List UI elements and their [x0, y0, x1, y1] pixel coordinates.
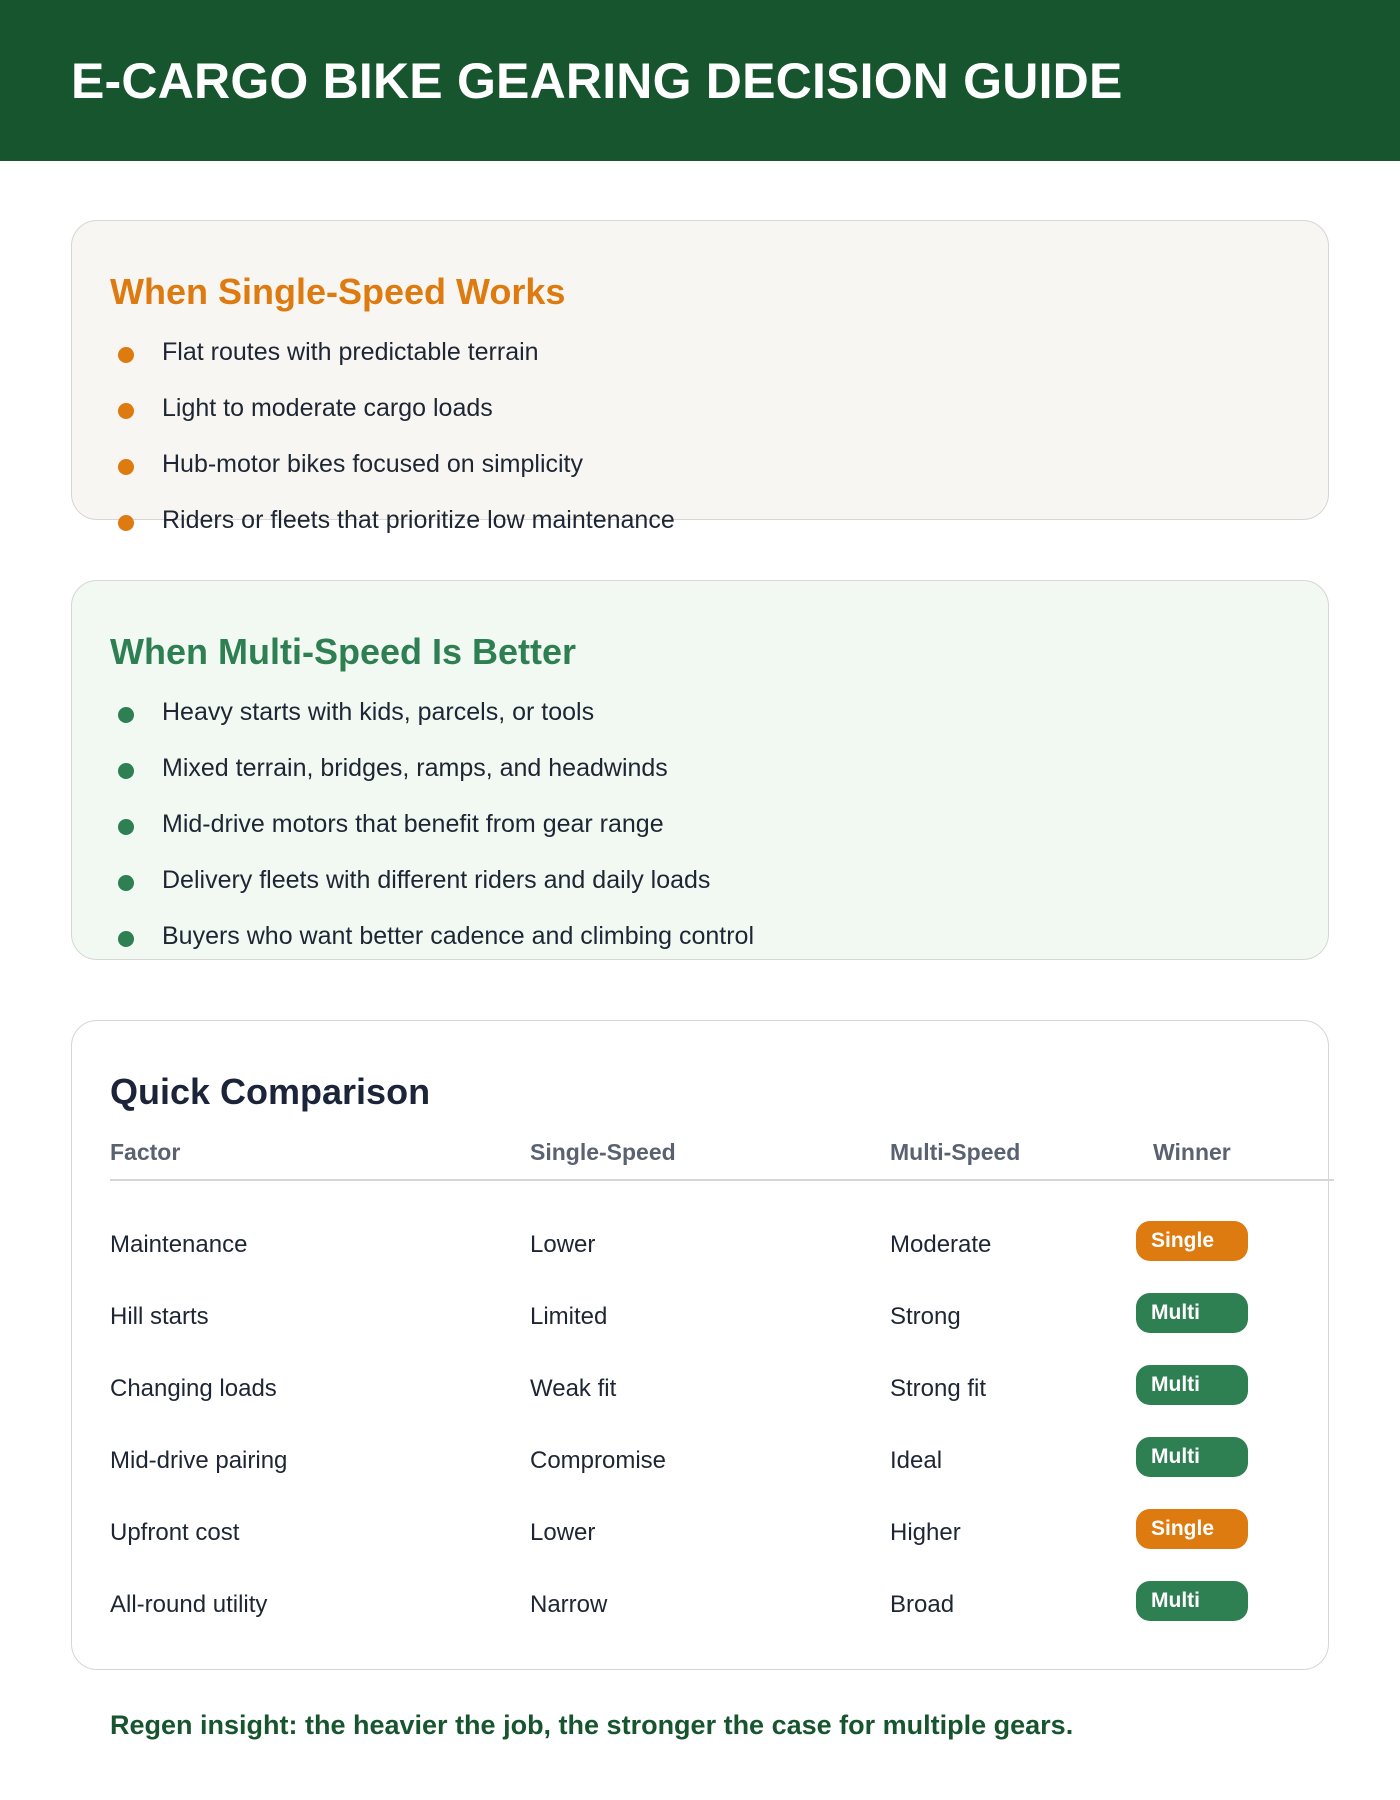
cell-multi: Broad [890, 1591, 955, 1618]
cell-multi: Strong fit [890, 1375, 987, 1402]
cell-factor: Mid-drive pairing [110, 1447, 288, 1474]
table-row [110, 1581, 1334, 1629]
cell-single: Lower [530, 1231, 596, 1258]
page-header [0, 0, 1400, 161]
bullet-dot-icon [118, 707, 134, 723]
list-item-text: Mid-drive motors that benefit from gear range [162, 810, 664, 838]
list-item [110, 449, 675, 505]
header-single-speed: Single-Speed [530, 1139, 676, 1165]
single-speed-title: When Single-Speed Works [110, 271, 566, 312]
bullet-dot-icon [118, 403, 134, 419]
list-item-text: Light to moderate cargo loads [162, 394, 493, 422]
list-item [110, 753, 754, 809]
winner-badge: Multi [1136, 1293, 1248, 1333]
cell-multi: Strong [890, 1303, 961, 1330]
winner-badge: Single [1136, 1221, 1248, 1261]
comparison-title: Quick Comparison [110, 1071, 431, 1112]
cell-factor: All-round utility [110, 1591, 268, 1618]
table-row [110, 1221, 1334, 1269]
cell-single: Weak fit [530, 1375, 617, 1402]
list-item-text: Buyers who want better cadence and climbing control [162, 922, 754, 950]
list-item [110, 393, 675, 449]
bullet-dot-icon [118, 875, 134, 891]
list-item [110, 505, 675, 561]
bullet-dot-icon [118, 763, 134, 779]
cell-factor: Maintenance [110, 1231, 248, 1258]
list-item-text: Delivery fleets with different riders and daily loads [162, 866, 711, 894]
cell-factor: Upfront cost [110, 1519, 240, 1546]
cell-multi: Ideal [890, 1447, 943, 1474]
list-item-text: Hub-motor bikes focused on simplicity [162, 450, 583, 478]
header-winner: Winner [1153, 1139, 1231, 1165]
single-speed-card [71, 220, 1329, 534]
bullet-dot-icon [118, 459, 134, 475]
bullet-dot-icon [118, 931, 134, 947]
winner-badge: Single [1136, 1509, 1248, 1549]
regen-insight: Regen insight: the heavier the job, the stronger the case for multiple gears. [110, 1710, 1074, 1740]
cell-single: Compromise [530, 1447, 667, 1474]
comparison-header-row [110, 1139, 1334, 1181]
cell-single: Lower [530, 1519, 596, 1546]
multi-speed-list [110, 697, 754, 977]
list-item-text: Riders or fleets that prioritize low maintenance [162, 506, 675, 534]
bullet-dot-icon [118, 515, 134, 531]
list-item [110, 809, 754, 865]
table-row [110, 1293, 1334, 1341]
table-row [110, 1437, 1334, 1485]
cell-multi: Moderate [890, 1231, 992, 1258]
list-item [110, 921, 754, 977]
winner-badge: Multi [1136, 1437, 1248, 1477]
cell-single: Limited [530, 1303, 608, 1330]
comparison-card [71, 1020, 1329, 1670]
cell-multi: Higher [890, 1519, 961, 1546]
cell-factor: Changing loads [110, 1375, 277, 1402]
list-item-text: Heavy starts with kids, parcels, or tools [162, 698, 595, 726]
multi-speed-title: When Multi-Speed Is Better [110, 631, 577, 672]
list-item [110, 865, 754, 921]
list-item-text: Flat routes with predictable terrain [162, 338, 539, 366]
header-factor: Factor [110, 1139, 181, 1165]
cell-factor: Hill starts [110, 1303, 209, 1330]
header-multi-speed: Multi-Speed [890, 1139, 1021, 1165]
list-item [110, 337, 675, 393]
multi-speed-card [71, 580, 1329, 960]
bullet-dot-icon [118, 819, 134, 835]
single-speed-list [110, 337, 675, 561]
list-item [110, 697, 754, 753]
winner-badge: Multi [1136, 1581, 1248, 1621]
winner-badge: Multi [1136, 1365, 1248, 1405]
cell-single: Narrow [530, 1591, 608, 1618]
table-row [110, 1365, 1334, 1413]
page-title: E-CARGO BIKE GEARING DECISION GUIDE [71, 53, 1123, 109]
bullet-dot-icon [118, 347, 134, 363]
list-item-text: Mixed terrain, bridges, ramps, and headwinds [162, 754, 668, 782]
table-row [110, 1509, 1334, 1557]
